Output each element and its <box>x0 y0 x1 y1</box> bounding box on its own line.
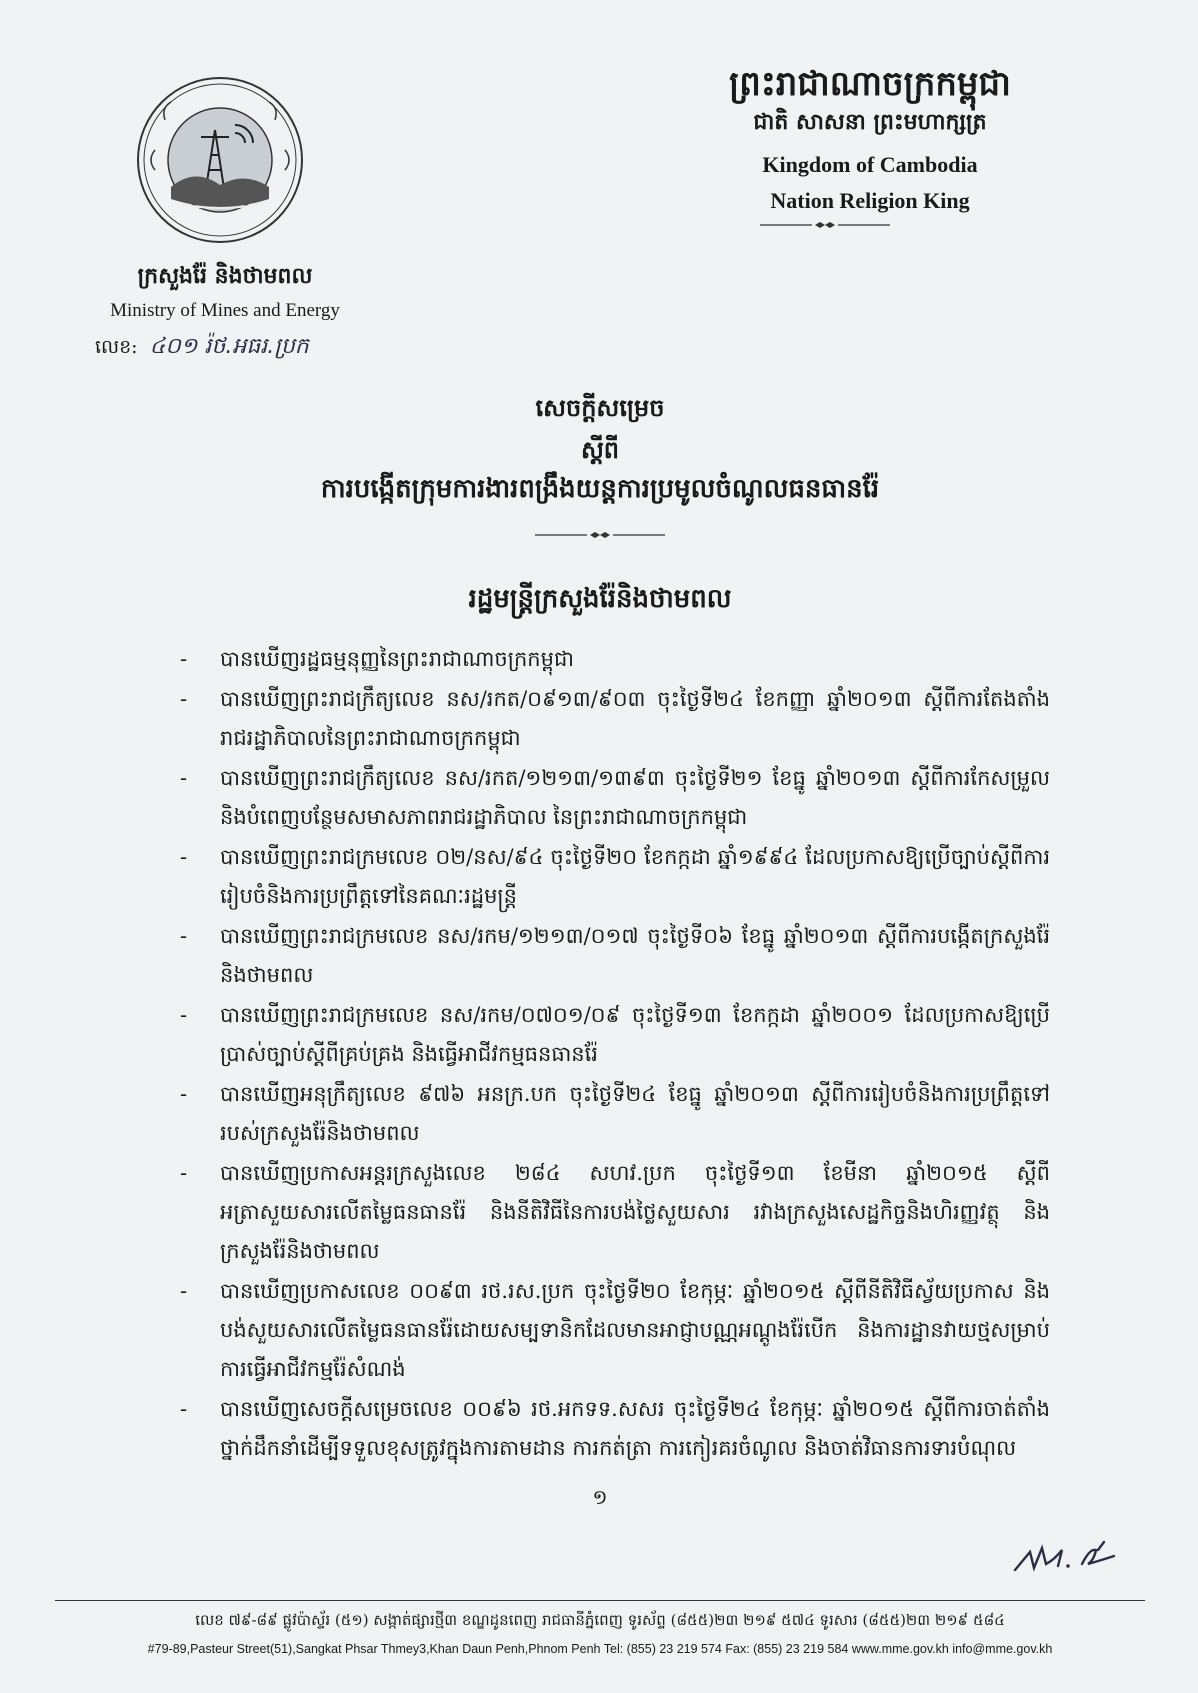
kingdom-name-kh: ព្រះរាជាណាចក្រកម្ពុជា <box>729 64 1011 104</box>
ministry-name-en: Ministry of Mines and Energy <box>110 300 340 321</box>
kingdom-name-en: Kingdom of Cambodia <box>762 152 978 177</box>
recital-text: បានឃើញព្រះរាជក្រមលេខ នស/រកម/១២១៣/០១៧ ចុះថ្ងៃទី០៦ ខែធ្នូ ឆ្នាំ២០១៣ ស្តីពីការបង្កើតក្រសួងរ៉ែនិងថាមពល <box>220 924 1050 987</box>
ref-number-handwritten: ៤០១ រ៉ថ.អធរ.ប្រក <box>149 334 309 359</box>
recital-item <box>180 1390 1050 1468</box>
bullet-dash: - <box>180 924 188 948</box>
bullet-dash: - <box>180 845 188 869</box>
bullet-dash: - <box>180 1003 188 1027</box>
recital-text: បានឃើញរដ្ឋធម្មនុញ្ញនៃព្រះរាជាណាចក្រកម្ពុជា <box>220 647 574 671</box>
document-type-title: សេចក្តីសម្រេច <box>535 393 665 422</box>
recital-item <box>180 1154 1050 1271</box>
issuing-authority-title: រដ្ឋមន្ត្រីក្រសួងរ៉ែនិងថាមពល <box>468 584 732 614</box>
recitals-list <box>180 640 1050 1469</box>
bullet-dash: - <box>180 647 188 671</box>
bullet-dash: - <box>180 687 188 711</box>
recital-item <box>180 759 1050 837</box>
ministry-seal-logo <box>135 75 305 245</box>
ref-label: លេខ: <box>95 336 138 358</box>
page-number: ១ <box>592 1485 608 1509</box>
title-divider-ornament <box>535 530 665 540</box>
reference-number <box>95 332 395 364</box>
recital-text: បានឃើញព្រះរាជក្រមលេខ នស/រកម/០៧០១/០៩ ចុះថ្ងៃទី១៣ ខែកក្កដា ឆ្នាំ២០០១ ដែលប្រកាសឱ្យប្រើប្រាស់ច្បាប់ស្តីពីគ្រប់គ្រង និងធ្វើអាជីវកម្មធនធានរ៉ែ <box>220 1003 1050 1066</box>
bullet-dash: - <box>180 766 188 790</box>
bullet-dash: - <box>180 1082 188 1106</box>
recital-item <box>180 996 1050 1074</box>
recital-text: បានឃើញប្រកាសអន្តរក្រសួងលេខ ២៨៤ សហវ.ប្រក ចុះថ្ងៃទី១៣ ខែមីនា ឆ្នាំ២០១៥ ស្តីពីអត្រាសួយសារលើតម្លៃធនធានរ៉ែ និងនីតិវិធីនៃការបង់ថ្លៃសួយសារ រវាងក្រសួងសេដ្ឋកិច្ចនិងហិរញ្ញវត្ថុ និងក្រសួងរ៉ែនិងថាមពល <box>220 1161 1050 1263</box>
recital-text: បានឃើញព្រះរាជក្រមលេខ ០២/នស/៩៤ ចុះថ្ងៃទី២០ ខែកក្កដា ឆ្នាំ១៩៩៤ ដែលប្រកាសឱ្យប្រើច្បាប់ស្តីពីការរៀបចំនិងការប្រព្រឹត្តទៅនៃគណៈរដ្ឋមន្ត្រី <box>220 845 1050 908</box>
recital-item <box>180 1272 1050 1389</box>
handwritten-initials-signature <box>1010 1530 1130 1580</box>
national-motto-kh: ជាតិ សាសនា ព្រះមហាក្សត្រ <box>753 109 987 135</box>
document-about-label: ស្តីពី <box>580 435 620 464</box>
recital-item <box>180 680 1050 758</box>
header-divider-ornament <box>760 220 890 230</box>
recital-text: បានឃើញសេចក្តីសម្រេចលេខ ០០៩៦ រថ.អកទទ.សសរ ចុះថ្ងៃទី២៤ ខែកុម្ភៈ ឆ្នាំ២០១៥ ស្តីពីការចាត់តាំងថ្នាក់ដឹកនាំដើម្បីទទួលខុសត្រូវក្នុងការតាមដាន ការកត់ត្រា ការកៀរគរចំណូល និងចាត់វិធានការទារបំណុល <box>220 1397 1050 1460</box>
bullet-dash: - <box>180 1397 188 1421</box>
recital-text: បានឃើញព្រះរាជក្រឹត្យលេខ នស/រកត/០៩១៣/៩០៣ ចុះថ្ងៃទី២៤ ខែកញ្ញា ឆ្នាំ២០១៣ ស្តីពីការតែងតាំងរាជរដ្ឋាភិបាលនៃព្រះរាជាណាចក្រកម្ពុជា <box>220 687 1050 750</box>
recital-item <box>180 838 1050 916</box>
recital-item <box>180 640 1050 679</box>
bullet-dash: - <box>180 1279 188 1303</box>
recital-text: បានឃើញព្រះរាជក្រឹត្យលេខ នស/រកត/១២១៣/១៣៩៣ ចុះថ្ងៃទី២១ ខែធ្នូ ឆ្នាំ២០១៣ ស្តីពីការកែសម្រួលនិងបំពេញបន្ថែមសមាសភាពរាជរដ្ឋាភិបាល នៃព្រះរាជាណាចក្រកម្ពុជា <box>220 766 1050 829</box>
document-subject-title: ការបង្កើតក្រុមការងារពង្រឹងយន្តការប្រមូលចំណូលធនធានរ៉ែ <box>320 474 880 504</box>
national-motto-en: Nation Religion King <box>770 188 970 213</box>
recital-item <box>180 1075 1050 1153</box>
recital-item <box>180 917 1050 995</box>
ministry-name-kh: ក្រសួងរ៉ែ និងថាមពល <box>137 263 313 289</box>
footer-rule <box>55 1600 1145 1601</box>
footer-address-en: #79-89,Pasteur Street(51),Sangkat Phsar Thmey3,Khan Daun Penh,Phnom Penh Tel: (855) 23 219 574 Fax: (855) 23 219 584 www.mme.gov.kh info@mme.gov.kh <box>147 1642 1053 1656</box>
footer-address-kh: លេខ ៧៩-៨៩ ផ្លូវប៉ាស្ទ័រ (៥១) សង្កាត់ផ្សារថ្មី៣ ខណ្ឌដូនពេញ រាជធានីភ្នំពេញ ទូរស័ព្ទ (៨៥៥)២៣ ២១៩ ៥៧៤ ទូរសារ (៨៥៥)២៣ ២១៩ ៥៨៤ <box>195 1611 1005 1629</box>
bullet-dash: - <box>180 1161 188 1185</box>
recital-text: បានឃើញអនុក្រឹត្យលេខ ៩៧៦ អនក្រ.បក ចុះថ្ងៃទី២៤ ខែធ្នូ ឆ្នាំ២០១៣ ស្តីពីការរៀបចំនិងការប្រព្រឹត្តទៅរបស់ក្រសួងរ៉ែនិងថាមពល <box>220 1082 1050 1145</box>
recital-text: បានឃើញប្រកាសលេខ ០០៩៣ រថ.រស.ប្រក ចុះថ្ងៃទី២០ ខែកុម្ភៈ ឆ្នាំ២០១៥ ស្តីពីនីតិវិធីស្វ័យប្រកាស និងបង់សួយសារលើតម្លៃធនធានរ៉ែដោយសម្បទានិកដែលមានអាជ្ញាបណ្ណអណ្តូងរ៉ែបើក និងការដ្ឋានវាយថ្មសម្រាប់ការធ្វើអាជីវកម្មរ៉ែសំណង់ <box>220 1279 1050 1381</box>
